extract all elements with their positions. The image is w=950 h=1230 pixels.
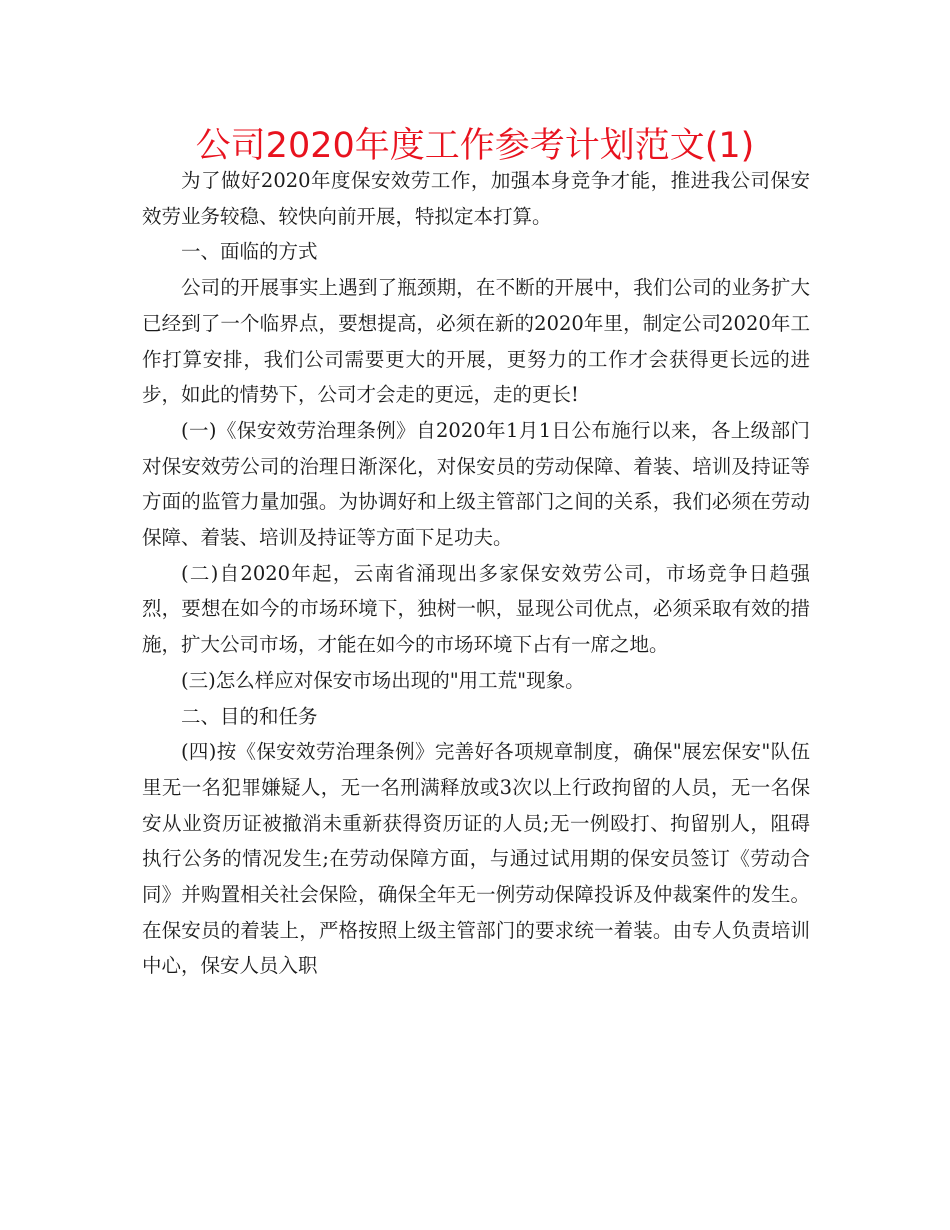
section-heading-1: 一、面临的方式 [181, 240, 318, 264]
paragraph-item-4: (四)按《保安效劳治理条例》完善好各项规章制度，确保"展宏保安"队伍里无一名犯罪嫌疑人，无一名刑满释放或3次以上行政拘留的人员，无一名保安从业资历证被撤消未重新获得资历证的人员;无一例殴打、拘留别人，阻碍执行公务的情况发生;在劳动保障方面，与通过试用期的保安员签订《劳动合同》并购置相关社会保险，确保全年无一例劳动保障投诉及仲裁案件的发生。在保安员的着装上，严格按照上级主管部门的要求统一着装。由专人负责培训中心，保安人员入职 [142, 740, 810, 978]
paragraph-item-3: (三)怎么样应对保安市场出现的"用工荒"现象。 [181, 668, 585, 692]
paragraph-item-2: (二)自2020年起，云南省涌现出多家保安效劳公司，市场竞争日趋强烈，要想在如今的市场环境下，独树一帜，显现公司优点，必须采取有效的措施，扩大公司市场，才能在如今的市场环境下占有一席之地。 [142, 561, 810, 657]
paragraph-situation: 公司的开展事实上遇到了瓶颈期，在不断的开展中，我们公司的业务扩大已经到了一个临界点，要想提高，必须在新的2020年里，制定公司2020年工作打算安排，我们公司需要更大的开展，更努力的工作才会获得更长远的进步，如此的情势下，公司才会走的更远，走的更长! [142, 276, 810, 407]
document-title: 公司2020年度工作参考计划范文(1) [195, 126, 755, 166]
paragraph-item-1: (一)《保安效劳治理条例》自2020年1月1日公布施行以来，各上级部门对保安效劳公司的治理日渐深化，对保安员的劳动保障、着装、培训及持证等方面的监管力量加强。为协调好和上级主管部门之间的关系，我们必须在劳动保障、着装、培训及持证等方面下足功夫。 [142, 418, 810, 550]
paragraph-intro: 为了做好2020年度保安效劳工作，加强本身竞争才能，推进我公司保安效劳业务较稳、较快向前开展，特拟定本打算。 [142, 169, 810, 228]
section-heading-2: 二、目的和任务 [181, 704, 318, 728]
document-body [142, 163, 810, 984]
